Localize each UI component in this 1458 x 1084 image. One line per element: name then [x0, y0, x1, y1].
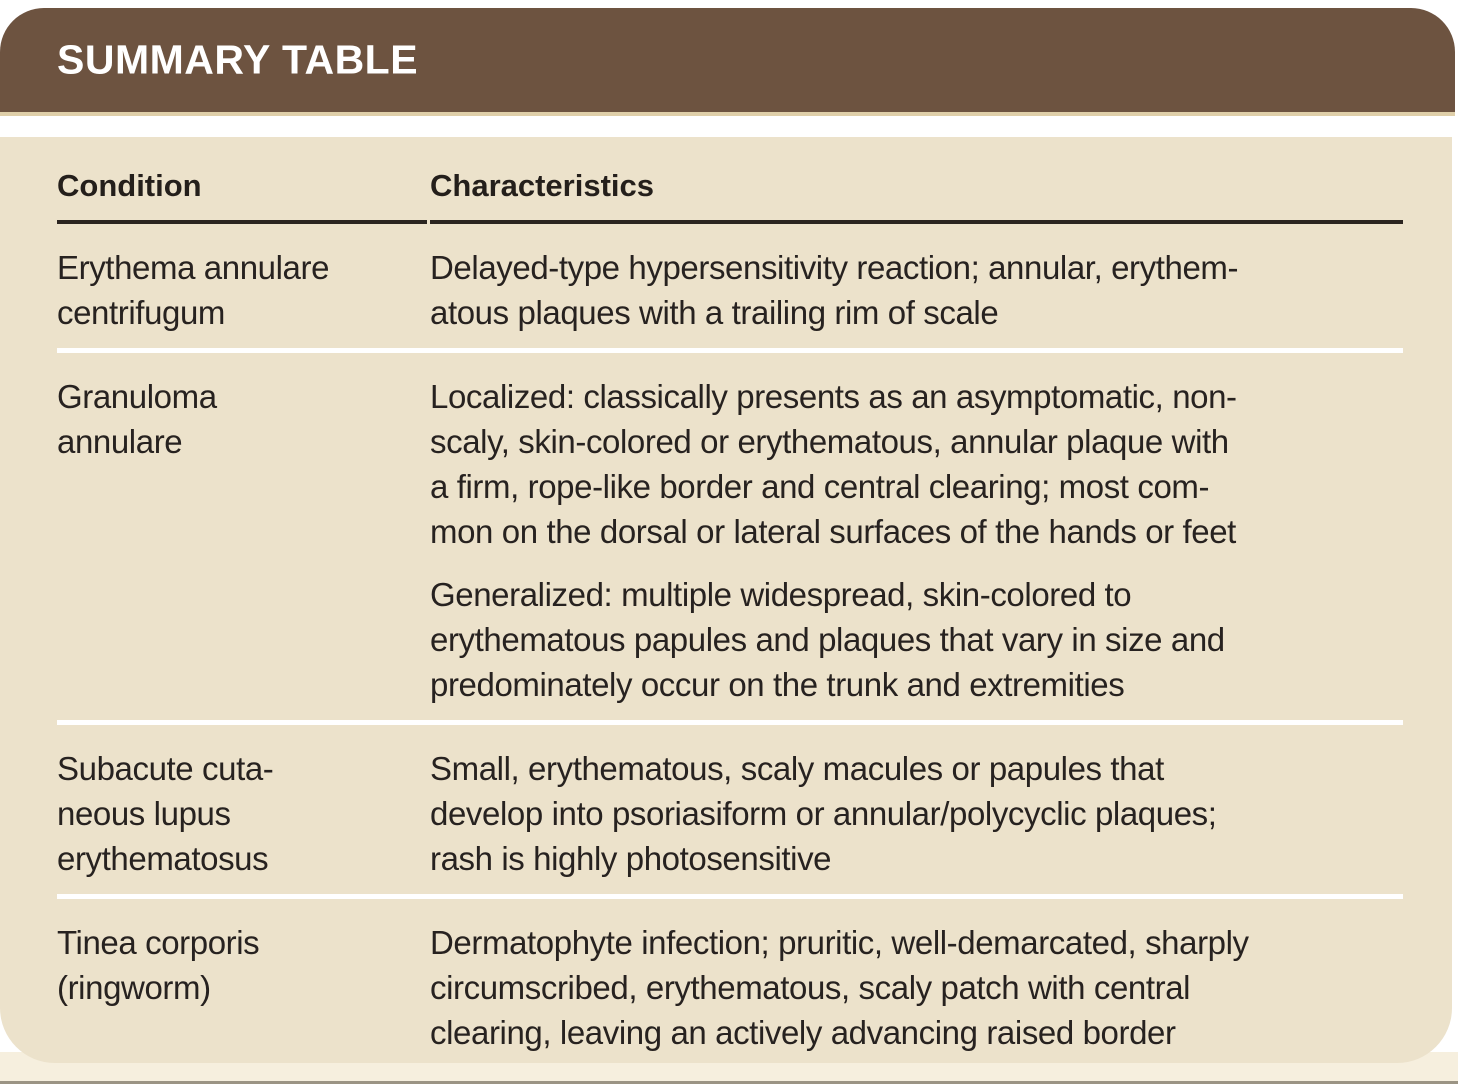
table-row	[57, 353, 1403, 720]
characteristics-cell	[430, 920, 1403, 1055]
condition-cell	[57, 374, 430, 707]
column-header-characteristics: Characteristics	[430, 137, 1403, 224]
text-line: Localized: classically presents as an asymptomatic, non-	[430, 378, 1237, 415]
text-line: Erythema annulare	[57, 249, 330, 286]
summary-table-panel	[0, 137, 1452, 1063]
characteristics-paragraph	[430, 245, 1403, 335]
text-line: rash is highly photosensitive	[430, 840, 832, 877]
characteristics-cell	[430, 245, 1403, 335]
text-line: Generalized: multiple widespread, skin-colored to	[430, 576, 1132, 613]
characteristics-paragraph	[430, 374, 1403, 554]
text-line: annulare	[57, 423, 183, 460]
summary-table-header-bar	[0, 8, 1455, 116]
characteristics-cell	[430, 374, 1403, 707]
condition-text	[57, 920, 430, 1010]
summary-table	[57, 137, 1403, 1068]
text-line: neous lupus	[57, 795, 231, 832]
text-line: Subacute cuta-	[57, 750, 274, 787]
condition-text	[57, 245, 430, 335]
characteristics-paragraph	[430, 746, 1403, 881]
characteristics-paragraph	[430, 572, 1403, 707]
text-line: a firm, rope-like border and central clearing; most com-	[430, 468, 1210, 505]
text-line: develop into psoriasiform or annular/polycyclic plaques;	[430, 795, 1217, 832]
text-line: Tinea corporis	[57, 924, 260, 961]
text-line: Delayed-type hypersensitivity reaction; annular, erythem-	[430, 249, 1239, 286]
condition-cell	[57, 920, 430, 1055]
text-line: clearing, leaving an actively advancing raised border	[430, 1014, 1176, 1051]
column-header-condition: Condition	[57, 137, 427, 224]
table-header-row	[57, 137, 1403, 224]
characteristics-cell	[430, 746, 1403, 881]
text-line: circumscribed, erythematous, scaly patch with central	[430, 969, 1191, 1006]
text-line: predominately occur on the trunk and extremities	[430, 666, 1125, 703]
text-line: Small, erythematous, scaly macules or papules that	[430, 750, 1164, 787]
condition-text	[57, 374, 430, 464]
table-row	[57, 725, 1403, 894]
condition-cell	[57, 245, 430, 335]
text-line: mon on the dorsal or lateral surfaces of the hands or feet	[430, 513, 1236, 550]
text-line: Dermatophyte infection; pruritic, well-demarcated, sharply	[430, 924, 1249, 961]
text-line: erythematous papules and plaques that vary in size and	[430, 621, 1225, 658]
text-line: (ringworm)	[57, 969, 211, 1006]
table-row	[57, 224, 1403, 348]
text-line: centrifugum	[57, 294, 226, 331]
characteristics-paragraph	[430, 920, 1403, 1055]
table-row	[57, 899, 1403, 1068]
text-line: Granuloma	[57, 378, 217, 415]
condition-cell	[57, 746, 430, 881]
condition-text	[57, 746, 430, 881]
text-line: erythematosus	[57, 840, 269, 877]
text-line: atous plaques with a trailing rim of scale	[430, 294, 999, 331]
summary-table-title: SUMMARY TABLE	[57, 36, 419, 83]
text-line: scaly, skin-colored or erythematous, annular plaque with	[430, 423, 1229, 460]
